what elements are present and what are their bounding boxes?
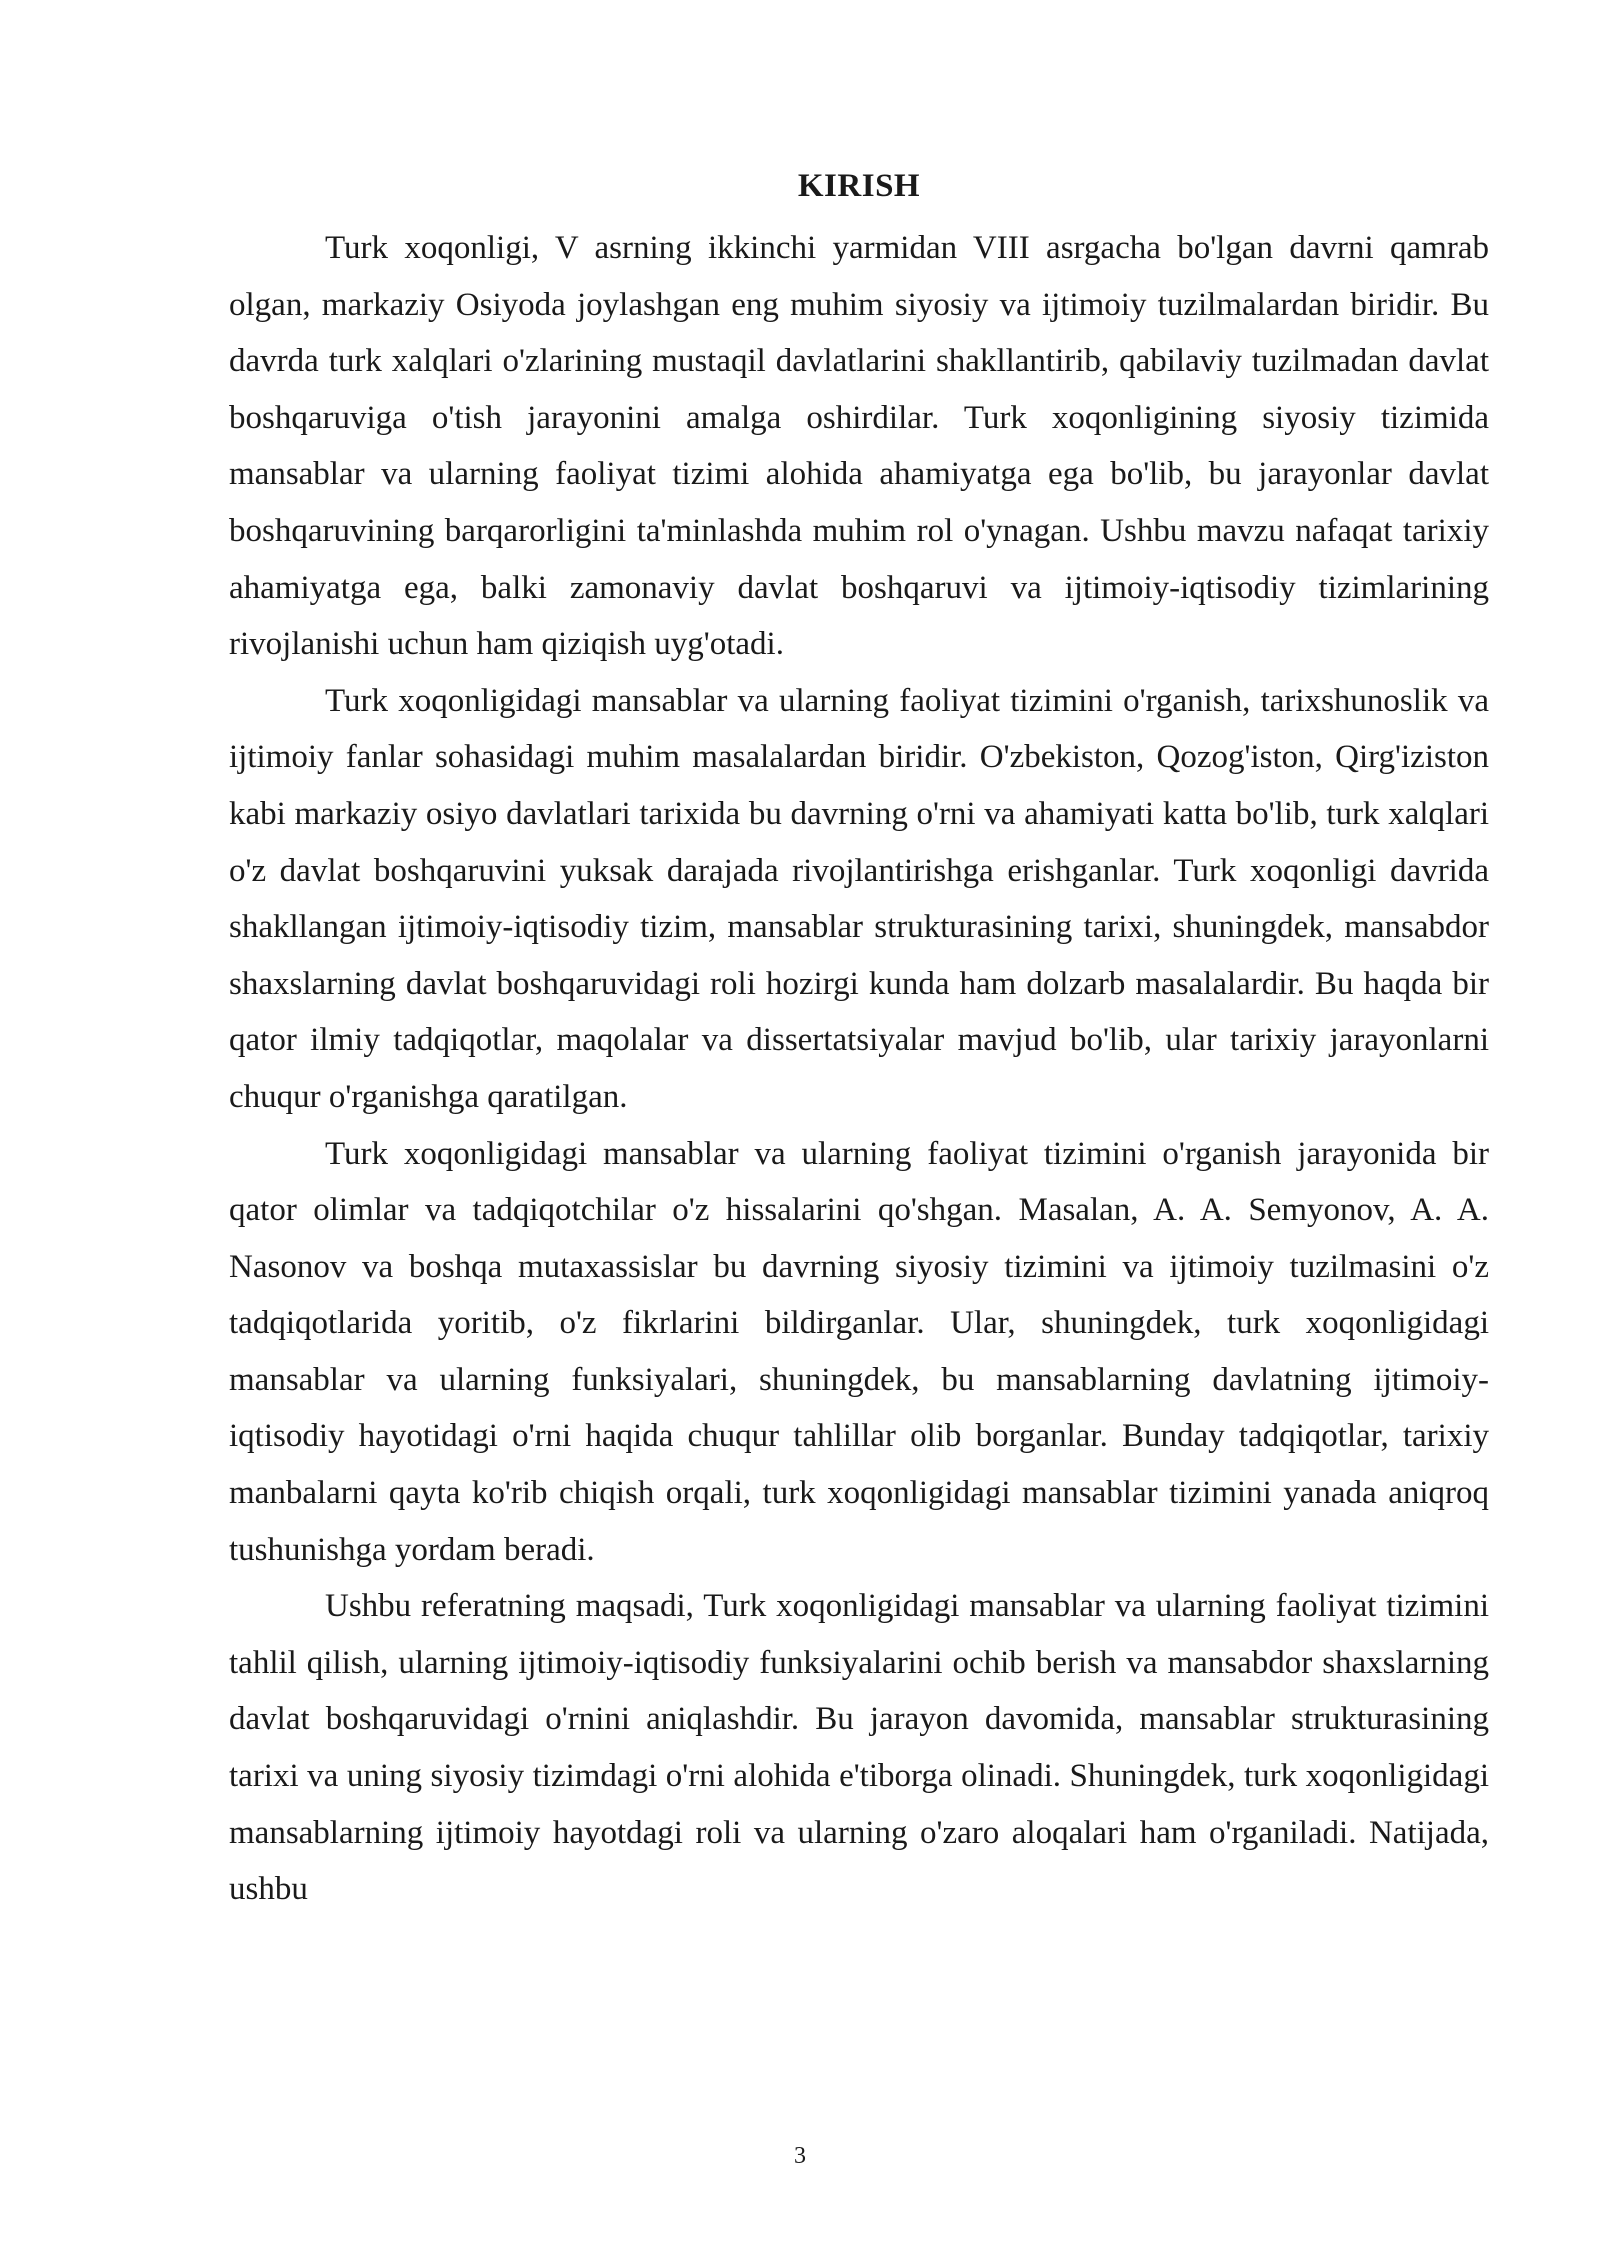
paragraph-3: Turk xoqonligidagi mansablar va ularning faoliyat tizimini o'rganish jarayonida bir qator olimlar va tadqiqotchilar o'z hissalarini qo'shgan. Masalan, A. A. Semyonov, A. A. Nasonov va boshqa mutaxassislar bu davrning siyosiy tizimini va ijtimoiy tuzilmasini o'z tadqiqotlarida yoritib, o'z fikrlarini bildirganlar. Ular, shuningdek, turk xoqonligidagi mansablar va ularning funksiyalari, shuningdek, bu mansablarning davlatning ijtimoiy-iqtisodiy hayotidagi o'rni haqida chuqur tahlillar olib borganlar. Bunday tadqiqotlar, tarixiy manbalarni qayta ko'rib chiqish orqali, turk xoqonligidagi mansablar tizimini yanada aniqroq tushunishga yordam beradi. [229,1135,1489,1568]
paragraph-2: Turk xoqonligidagi mansablar va ularning faoliyat tizimini o'rganish, tarixshunoslik va ijtimoiy fanlar sohasidagi muhim masalalardan biridir. O'zbekiston, Qozog'iston, Qirg'iziston kabi markaziy osiyo davlatlari tarixida bu davrning o'rni va ahamiyati katta bo'lib, turk xalqlari o'z davlat boshqaruvini yuksak darajada rivojlantirishga erishganlar. Turk xoqonligi davrida shakllangan ijtimoiy-iqtisodiy tizim, mansablar strukturasining tarixi, shuningdek, mansabdor shaxslarning davlat boshqaruvidagi roli hozirgi kunda ham dolzarb masalalardir. Bu haqda bir qator ilmiy tadqiqotlar, maqolalar va dissertatsiyalar mavjud bo'lib, ular tarixiy jarayonlarni chuqur o'rganishga qaratilgan. [229,682,1489,1115]
paragraph-1: Turk xoqonligi, V asrning ikkinchi yarmidan VIII asrgacha bo'lgan davrni qamrab olgan, markaziy Osiyoda joylashgan eng muhim siyosiy va ijtimoiy tuzilmalardan biridir. Bu davrda turk xalqlari o'zlarining mustaqil davlatlarini shakllantirib, qabilaviy tuzilmadan davlat boshqaruviga o'tish jarayonini amalga oshirdilar. Turk xoqonligining siyosiy tizimida mansablar va ularning faoliyat tizimi alohida ahamiyatga ega bo'lib, bu jarayonlar davlat boshqaruvining barqarorligini ta'minlashda muhim rol o'ynagan. Ushbu mavzu nafaqat tarixiy ahamiyatga ega, balki zamonaviy davlat boshqaruvi va ijtimoiy-iqtisodiy tizimlarining rivojlanishi uchun ham qiziqish uyg'otadi. [229,230,1489,663]
page-number: 3 [794,2143,806,2169]
page-content [229,160,1489,1918]
paragraph-4: Ushbu referatning maqsadi, Turk xoqonligidagi mansablar va ularning faoliyat tizimini tahlil qilish, ularning ijtimoiy-iqtisodiy funksiyalarini ochib berish va mansabdor shaxslarning davlat boshqaruvidagi o'rnini aniqlashdir. Bu jarayon davomida, mansablar strukturasining tarixi va uning siyosiy tizimdagi o'rni alohida e'tiborga olinadi. Shuningdek, turk xoqonligidagi mansablarning ijtimoiy hayotdagi roli va ularning o'zaro aloqalari ham o'rganiladi. Natijada, ushbu [229,1588,1489,1908]
section-heading: KIRISH [797,168,921,204]
